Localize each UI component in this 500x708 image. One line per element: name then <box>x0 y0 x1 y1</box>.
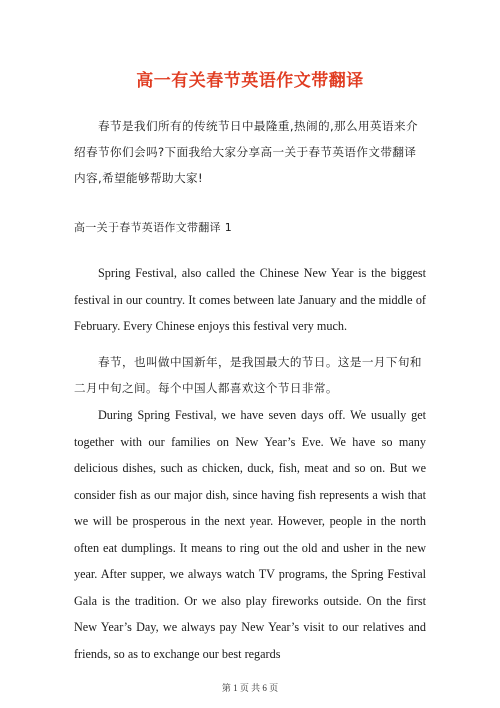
paragraph-1-chinese-text: 春节，也叫做中国新年，是我国最大的节日。这是一月下旬和二月中旬之间。每个中国人都喜欢这个节日非常。 <box>74 355 422 395</box>
paragraph-1-chinese <box>74 349 426 401</box>
paragraph-1-english-text: Spring Festival, also called the Chinese New Year is the biggest festival in our country. It comes between late January and the middle of February. Every Chinese enjoys this festival very much. <box>74 266 426 333</box>
document-title: 高一有关春节英语作文带翻译 <box>136 71 364 91</box>
paragraph-2-english <box>74 402 426 667</box>
page-footer: 第 1 页 共 6 页 <box>221 683 279 693</box>
intro-paragraph <box>74 113 426 191</box>
intro-text: 春节是我们所有的传统节日中最隆重,热闹的,那么用英语来介绍春节你们会吗?下面我给大家分享高一关于春节英语作文带翻译内容,希望能够帮助大家! <box>74 119 419 185</box>
section-heading: 高一关于春节英语作文带翻译 1 <box>74 221 232 234</box>
paragraph-2-english-text: During Spring Festival, we have seven days off. We usually get together with our families on New Year’s Eve. We have so many delicious dishes, such as chicken, duck, fish, meat and so on. But we consider fish as our major dish, since having fish represents a wish that we will be prosperous in the next year. However, people in the north often eat dumplings. It means to ring out the old and usher in the new year. After supper, we always watch TV programs, the Spring Festival Gala is the tradition. Or we also play fireworks outside. On the first New Year’s Day, we always pay New Year’s visit to our relatives and friends, so as to exchange our best regards <box>74 408 426 661</box>
paragraph-1-english <box>74 260 426 340</box>
